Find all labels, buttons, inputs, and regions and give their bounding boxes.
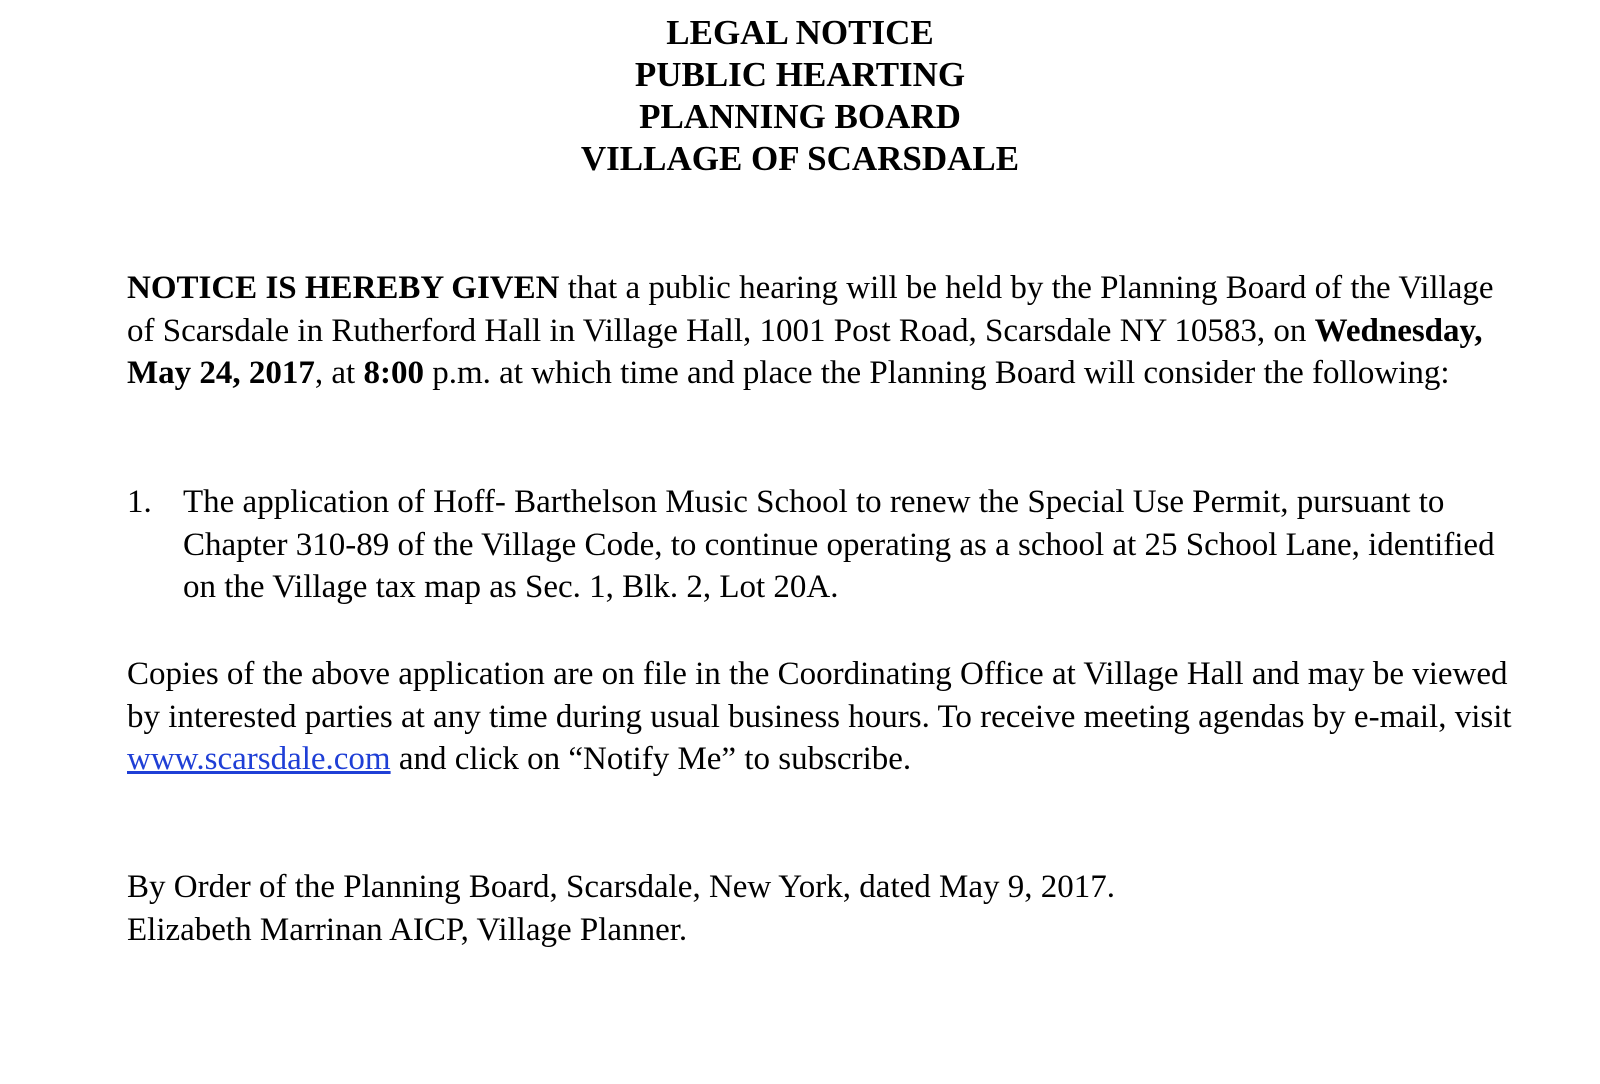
copies-text-a: Copies of the above application are on file in the Coordinating Office at Village Hall and may be viewed by interested parties at any time during usual business hours. To receive meeting agendas by e-mail, visit [127,656,1512,735]
notice-lead: NOTICE IS HEREBY GIVEN [127,270,560,306]
list-item-text: The application of Hoff- Barthelson Music School to renew the Special Use Permit, pursuant to Chapter 310-89 of the Village Code, to continue operating as a school at 25 School Lane, identified on the Village tax map as Sec. 1, Blk. 2, Lot 20A. [183,484,1495,605]
agenda-list [127,481,1517,609]
copies-paragraph [127,653,1517,781]
notice-paragraph [127,267,1517,395]
copies-text-b: and click on “Notify Me” to subscribe. [390,741,912,777]
heading-legal-notice: LEGAL NOTICE [666,13,934,52]
notice-heading [0,12,1600,180]
scarsdale-website-link[interactable]: www.scarsdale.com [127,741,391,777]
heading-planning-board: PLANNING BOARD [639,97,961,136]
signature-line: Elizabeth Marrinan AICP, Village Planner. [127,911,688,948]
order-line: By Order of the Planning Board, Scarsdale, New York, dated May 9, 2017. [127,869,1116,905]
heading-village: VILLAGE OF SCARSDALE [580,139,1020,178]
hearing-date: Wednesday, May 24, 2017 [127,312,1483,391]
list-item [127,481,1517,609]
hearing-time: 8:00 [363,355,424,391]
notice-text-a: that a public hearing will be held by the Planning Board of the Village of Scarsdale in Rutherford Hall in Village Hall, 1001 Post Road, Scarsdale NY 10583, on [127,270,1494,349]
notice-text-c: p.m. at which time and place the Planning Board will consider the following: [423,355,1450,391]
notice-text-b: , at [314,355,364,391]
list-item-number: 1. [127,484,152,520]
heading-public-hearing: PUBLIC HEARTING [634,55,966,94]
closing-block [127,866,1517,951]
